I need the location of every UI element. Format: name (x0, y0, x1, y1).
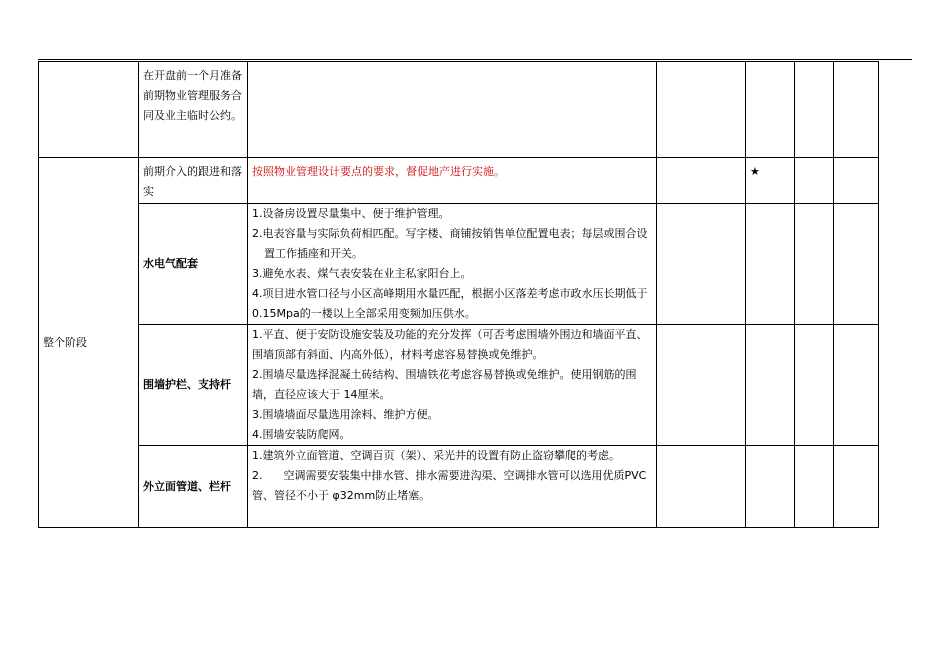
content-cell (248, 204, 657, 325)
check-cell (657, 158, 746, 204)
item-cell: 前期介入的跟进和落实 (139, 158, 248, 204)
content-line: 3.避免水表、煤气表安装在业主私家阳台上。 (252, 267, 472, 280)
check-cell (795, 325, 834, 446)
check-cell (834, 446, 879, 528)
content-line: 2.电表容量与实际负荷相匹配。写字楼、商铺按销售单位配置电表；每层或围合设置工作插座和开关。 (252, 227, 648, 260)
star-mark: ★ (746, 158, 795, 204)
header-rule (38, 59, 912, 60)
checklist-table (38, 61, 879, 528)
table-row (39, 62, 879, 158)
stage-cell-empty (39, 62, 139, 158)
content-cell (248, 62, 657, 158)
check-cell (795, 446, 834, 528)
content-cell (248, 446, 657, 528)
item-cell: 外立面管道、栏杆 (139, 446, 248, 528)
check-cell (834, 158, 879, 204)
check-cell (834, 62, 879, 158)
content-line: 按照物业管理设计要点的要求，督促地产进行实施。 (252, 165, 505, 178)
table-row (39, 325, 879, 446)
content-cell (248, 325, 657, 446)
content-line: 2.围墙尽量选择混凝土砖结构、围墙铁花考虑容易替换或免维护。使用钢筋的围墙，直径应该大于 14厘米。 (252, 368, 637, 401)
check-cell (657, 325, 746, 446)
check-cell (795, 204, 834, 325)
check-cell (834, 204, 879, 325)
item-cell: 水电气配套 (139, 204, 248, 325)
content-line: 1.建筑外立面管道、空调百页（架）、采光井的设置有防止盗窃攀爬的考虑。 (252, 449, 620, 462)
table-row (39, 446, 879, 528)
check-cell (657, 204, 746, 325)
content-line: 3.围墙墙面尽量选用涂料、维护方便。 (252, 408, 439, 421)
check-cell (795, 158, 834, 204)
check-cell (746, 62, 795, 158)
content-line: 1.设备房设置尽量集中、便于维护管理。 (252, 207, 450, 220)
check-cell (746, 446, 795, 528)
content-line: 2. 空调需要安装集中排水管、排水需要进沟渠、空调排水管可以选用优质PVC管、管径不小于 φ32mm防止堵塞。 (252, 469, 647, 502)
check-cell (657, 62, 746, 158)
item-cell: 在开盘前一个月准备前期物业管理服务合同及业主临时公约。 (139, 62, 248, 158)
table-row (39, 204, 879, 325)
check-cell (746, 325, 795, 446)
table-row (39, 158, 879, 204)
content-line: 1.平直、便于安防设施安装及功能的充分发挥（可否考虑围墙外围边和墙面平直、围墙顶部有斜面、内高外低），材料考虑容易替换或免维护。 (252, 328, 648, 361)
stage-cell: 整个阶段 (39, 158, 139, 528)
check-cell (746, 204, 795, 325)
item-cell: 围墙护栏、支持杆 (139, 325, 248, 446)
check-cell (657, 446, 746, 528)
content-cell (248, 158, 657, 204)
content-line: 4.围墙安装防爬网。 (252, 428, 351, 441)
check-cell (795, 62, 834, 158)
check-cell (834, 325, 879, 446)
content-line: 4.项目进水管口径与小区高峰期用水量匹配，根据小区落差考虑市政水压长期低于 0.15Mpa的一楼以上全部采用变频加压供水。 (252, 287, 648, 320)
